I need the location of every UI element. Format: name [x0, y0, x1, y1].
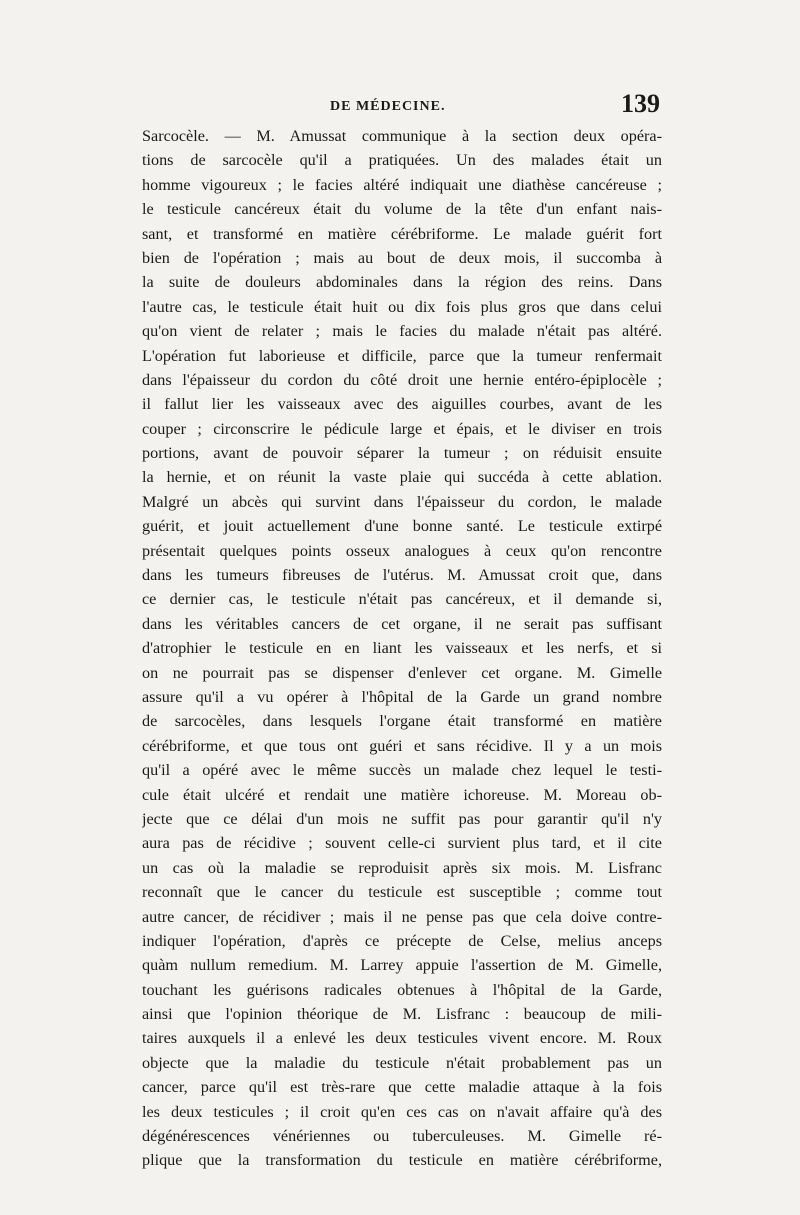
text-line: ainsi que l'opinion théorique de M. Lisfranc : beaucoup de mili- — [142, 1005, 662, 1024]
text-line: assure qu'il a vu opérer à l'hôpital de la Garde un grand nombre — [142, 687, 662, 706]
text-line: reconnaît que le cancer du testicule est susceptible ; comme tout — [142, 883, 662, 902]
text-line: aura pas de récidive ; souvent celle-ci survient plus tard, et il cite — [142, 834, 662, 853]
text-line: cule était ulcéré et rendait une matière ichoreuse. M. Moreau ob- — [142, 785, 662, 804]
text-line: la suite de douleurs abdominales dans la région des reins. Dans — [142, 273, 662, 292]
text-line: autre cancer, de récidiver ; mais il ne pense pas que cela doive contre- — [142, 907, 662, 926]
text-line: portions, avant de pouvoir séparer la tumeur ; on réduisit ensuite — [142, 444, 662, 463]
text-line: cancer, parce qu'il est très-rare que cette maladie attaque à la fois — [142, 1078, 662, 1097]
text-line: qu'on vient de relater ; mais le facies du malade n'était pas altéré. — [142, 322, 662, 341]
text-line: le testicule cancéreux était du volume de la tête d'un enfant nais- — [142, 200, 662, 219]
text-line: un cas où la maladie se reproduisit après six mois. M. Lisfranc — [142, 858, 662, 877]
text-line: dégénérescences vénériennes ou tuberculeuses. M. Gimelle ré- — [142, 1127, 662, 1146]
body-text — [142, 124, 662, 1173]
text-line: cérébriforme, et que tous ont guéri et sans récidive. Il y a un mois — [142, 736, 662, 755]
text-line: Malgré un abcès qui survint dans l'épaisseur du cordon, le malade — [142, 492, 662, 511]
text-line: Sarcocèle. — M. Amussat communique à la section deux opéra- — [142, 127, 662, 145]
page-number: 139 — [621, 89, 660, 118]
text-line: l'autre cas, le testicule était huit ou dix fois plus gros que dans celui — [142, 297, 662, 316]
text-line: présentait quelques points osseux analogues à ceux qu'on rencontre — [142, 541, 662, 560]
text-line: quàm nullum remedium. M. Larrey appuie l'assertion de M. Gimelle, — [142, 956, 662, 975]
page-header — [140, 89, 660, 125]
text-line: indiquer l'opération, d'après ce précepte de Celse, melius anceps — [142, 931, 662, 950]
text-line: d'atrophier le testicule en en liant les vaisseaux et les nerfs, et si — [142, 639, 662, 658]
text-line: la hernie, et on réunit la vaste plaie qui succéda à cette ablation. — [142, 468, 662, 487]
text-line: jecte que ce délai d'un mois ne suffit pas pour garantir qu'il n'y — [142, 809, 662, 828]
text-line: les deux testicules ; il croit qu'en ces cas on n'avait affaire qu'à des — [142, 1102, 662, 1121]
text-line: qu'il a opéré avec le même succès un malade chez lequel le testi- — [142, 761, 662, 780]
text-line: tions de sarcocèle qu'il a pratiquées. Un des malades était un — [142, 151, 662, 170]
text-line: il fallut lier les vaisseaux avec des aiguilles courbes, avant de les — [142, 395, 662, 414]
text-line: de sarcocèles, dans lesquels l'organe était transformé en matière — [142, 712, 662, 731]
text-line: plique que la transformation du testicule en matière cérébriforme, — [142, 1151, 662, 1170]
text-line: couper ; circonscrire le pédicule large et épais, et le diviser en trois — [142, 419, 662, 438]
text-line: homme vigoureux ; le facies altéré indiquait une diathèse cancéreuse ; — [142, 175, 662, 194]
text-line: dans l'épaisseur du cordon du côté droit une hernie entéro-épiplocèle ; — [142, 370, 662, 389]
text-line: dans les véritables cancers de cet organe, il ne serait pas suffisant — [142, 614, 662, 633]
text-line: touchant les guérisons radicales obtenues à l'hôpital de la Garde, — [142, 980, 662, 999]
text-line: bien de l'opération ; mais au bout de deux mois, il succomba à — [142, 248, 662, 267]
text-line: ce dernier cas, le testicule n'était pas cancéreux, et il demande si, — [142, 590, 662, 609]
text-line: dans les tumeurs fibreuses de l'utérus. M. Amussat croit que, dans — [142, 566, 662, 585]
text-line: guérit, et jouit actuellement d'une bonne santé. Le testicule extirpé — [142, 517, 662, 536]
text-line: L'opération fut laborieuse et difficile, parce que la tumeur renfermait — [142, 346, 662, 365]
running-head: DE MÉDECINE. — [330, 99, 446, 114]
text-line: taires auxquels il a enlevé les deux testicules vivent encore. M. Roux — [142, 1029, 662, 1048]
text-line: objecte que la maladie du testicule n'était probablement pas un — [142, 1053, 662, 1072]
text-line: sant, et transformé en matière cérébriforme. Le malade guérit fort — [142, 224, 662, 243]
text-line: on ne pourrait pas se dispenser d'enlever cet organe. M. Gimelle — [142, 663, 662, 682]
